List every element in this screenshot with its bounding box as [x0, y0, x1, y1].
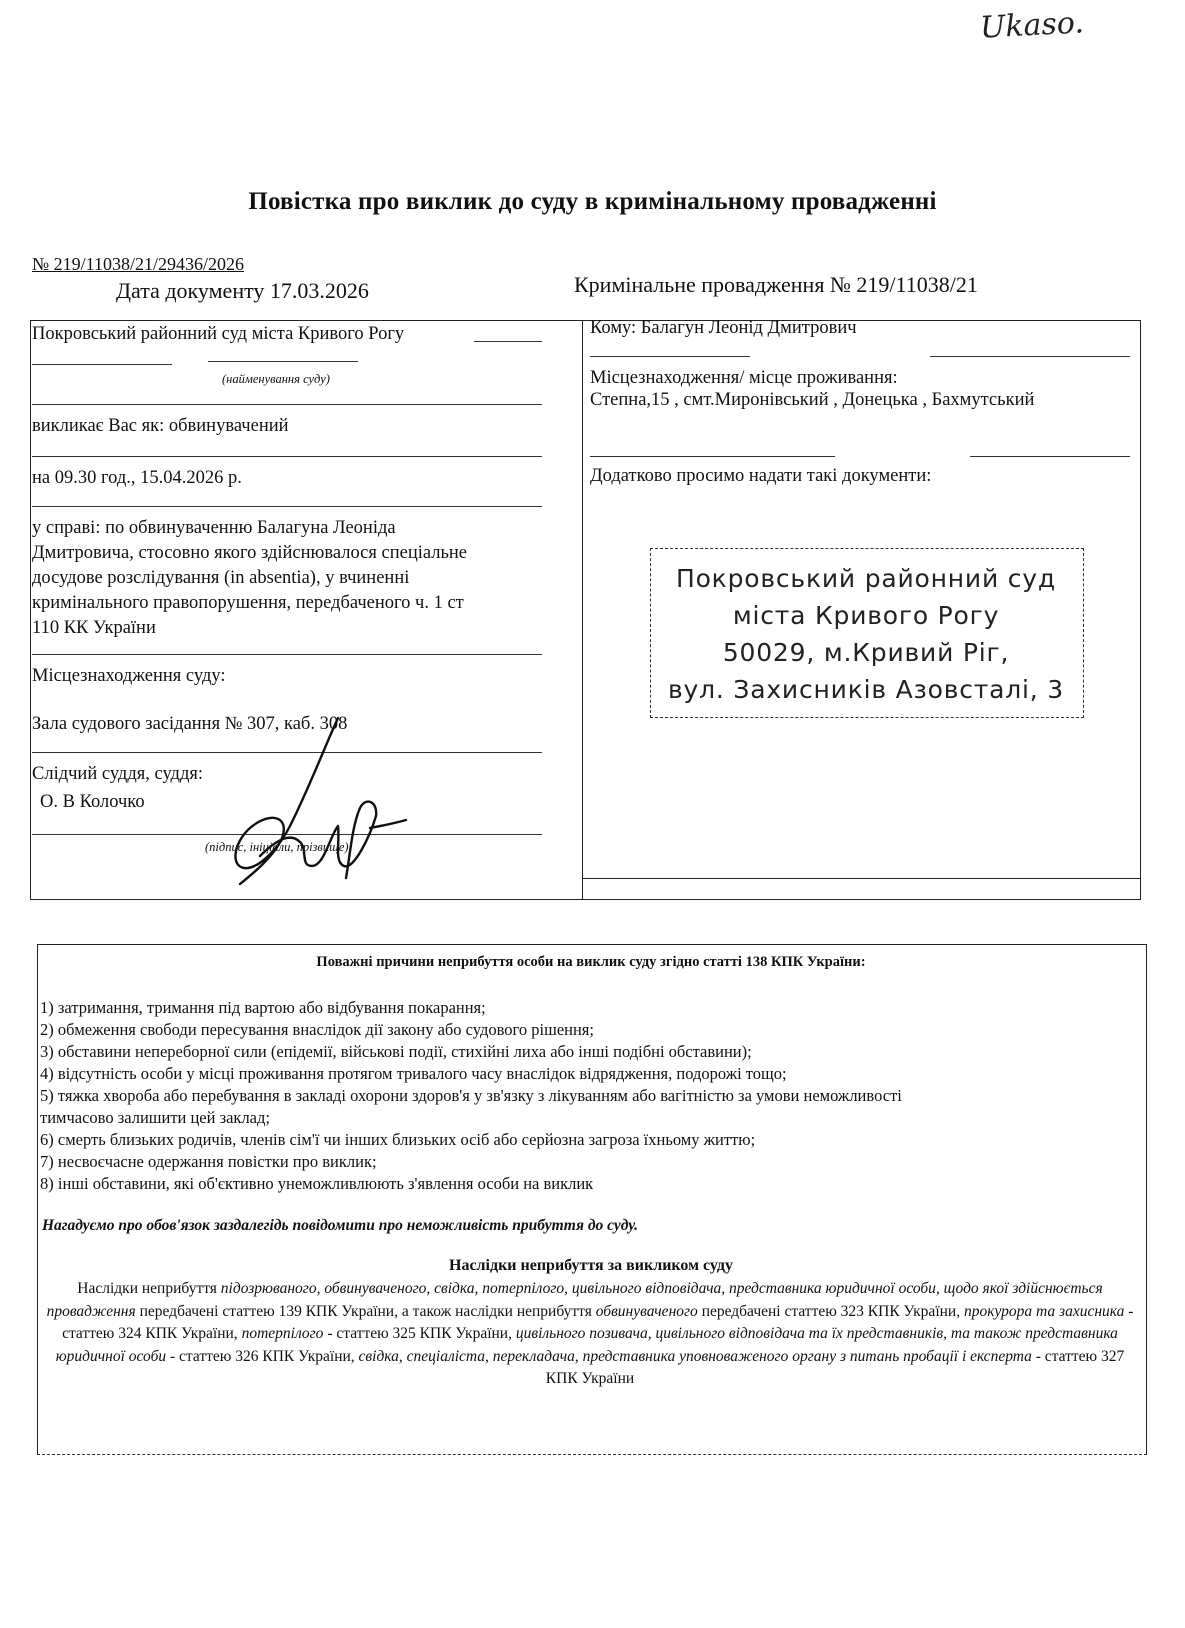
court-name-line — [474, 341, 542, 342]
stamp-line: Покровський районний суд — [675, 564, 1056, 593]
document-number: № 219/11038/21/29436/2026 — [32, 254, 245, 274]
court-location-label: Місцезнаходження суду: — [32, 666, 226, 686]
courtroom: Зала судового засідання № 307, каб. 308 — [32, 714, 348, 734]
case-line: кримінального правопорушення, передбаченого ч. 1 ст — [32, 593, 464, 613]
stamp-line: 50029, м.Кривий Ріг, — [722, 638, 1010, 667]
separator-line — [32, 506, 542, 507]
recipient-line — [590, 356, 750, 357]
court-name-line-3 — [208, 361, 358, 362]
case-line: Дмитровича, стосовно якого здійснювалося спеціальне — [32, 543, 468, 563]
judge-name: О. В Колочко — [40, 792, 145, 812]
stamp-line: міста Кривого Рогу — [732, 601, 1000, 630]
separator-line — [32, 404, 542, 405]
recipient-line-2 — [930, 356, 1130, 357]
case-line: у справі: по обвинуваченню Балагуна Леоніда — [32, 518, 396, 538]
summons-role: викликає Вас як: обвинувачений — [32, 416, 289, 436]
right-box-bottom-border — [582, 878, 1140, 879]
judge-label: Слідчий суддя, суддя: — [32, 764, 204, 784]
court-name: Покровський районний суд міста Кривого Рогу — [32, 324, 405, 344]
cut-line — [37, 1454, 1147, 1455]
separator-line — [32, 456, 542, 457]
case-line: 110 КК України — [32, 618, 156, 638]
case-line: досудове розслідування (in absentia), у вчиненні — [32, 568, 410, 588]
recipient: Кому: Балагун Леонід Дмитрович — [590, 318, 857, 338]
signature-caption: (підпис, ініціали, прізвище) — [205, 840, 349, 854]
criminal-case-number: Кримінальне провадження № 219/11038/21 — [574, 272, 978, 297]
stamp-line: вул. Захисників Азовсталі, 3 — [667, 675, 1065, 704]
court-name-caption: (найменування суду) — [222, 372, 330, 386]
reason-item: тимчасово залишити цей заклад; — [40, 1108, 270, 1127]
recipient-address: Степна,15 , смт.Миронівський , Донецька , Бахмутський — [590, 390, 1035, 410]
reason-item: 6) смерть близьких родичів, членів сім'ї чи інших близьких осіб або серйозна загроза їхньому життю; — [40, 1130, 756, 1149]
handwritten-note: Ukaso. — [979, 5, 1085, 46]
address-line-2 — [970, 456, 1130, 457]
separator-line — [32, 654, 542, 655]
page-title: Повістка про виклик до суду в кримінальному провадженні — [248, 188, 937, 215]
court-name-line-2 — [32, 364, 172, 365]
reasons-title: Поважні причини неприбуття особи на виклик суду згідно статті 138 КПК України: — [316, 954, 866, 970]
judge-signature — [220, 716, 420, 891]
address-line — [590, 456, 835, 457]
residence-label: Місцезнаходження/ місце проживання: — [590, 368, 898, 388]
reason-item: 3) обставини непереборної сили (епідемії, військові події, стихійні лиха або інші подібні обставини); — [40, 1042, 752, 1061]
reason-item: 4) відсутність особи у місці проживання протягом тривалого часу внаслідок відрядження, подорожі тощо; — [40, 1064, 787, 1083]
reason-item: 7) несвоєчасне одержання повістки про виклик; — [40, 1152, 377, 1171]
reason-item: 1) затримання, тримання під вартою або відбування покарання; — [40, 998, 486, 1017]
reason-item: 2) обмеження свободи пересування внаслідок дії закону або судового рішення; — [40, 1020, 594, 1039]
extra-documents-label: Додатково просимо надати такі документи: — [590, 466, 932, 486]
reminder-note: Нагадуємо про обов'язок заздалегідь повідомити про неможливість прибуття до суду. — [42, 1217, 639, 1234]
column-divider — [582, 320, 583, 900]
reason-item: 5) тяжка хвороба або перебування в закладі охорони здоров'я у зв'язку з лікуванням або вагітністю за умови неможливості — [40, 1086, 902, 1105]
reason-item: 8) інші обставини, які об'єктивно унеможливлюють з'явлення особи на виклик — [40, 1174, 594, 1193]
consequences-title: Наслідки неприбуття за викликом суду — [449, 1257, 733, 1274]
court-stamp-text — [650, 560, 1082, 708]
consequences-text: Наслідки неприбуття підозрюваного, обвинуваченого, свідка, потерпілого, цивільного відповідача, представника юридичної особи, щодо якої здійснюється провадження передбачені статтею 139 КПК України, а також наслідки неприбуття обвинуваченого передбачені статтею 323 КПК України, прокурора та захисника - статтею 324 КПК України, потерпілого - статтею 325 КПК України, цивільного позивача, цивільного відповідача та їх представників, та також представника юридичної особи - статтею 326 КПК України, свідка, спеціаліста, перекладача, представника уповноваженого органу з питань пробації і експерта - статтею 327 КПК України — [46, 1280, 1134, 1387]
document-date: Дата документу 17.03.2026 — [116, 278, 369, 303]
hearing-time: на 09.30 год., 15.04.2026 р. — [32, 468, 242, 488]
